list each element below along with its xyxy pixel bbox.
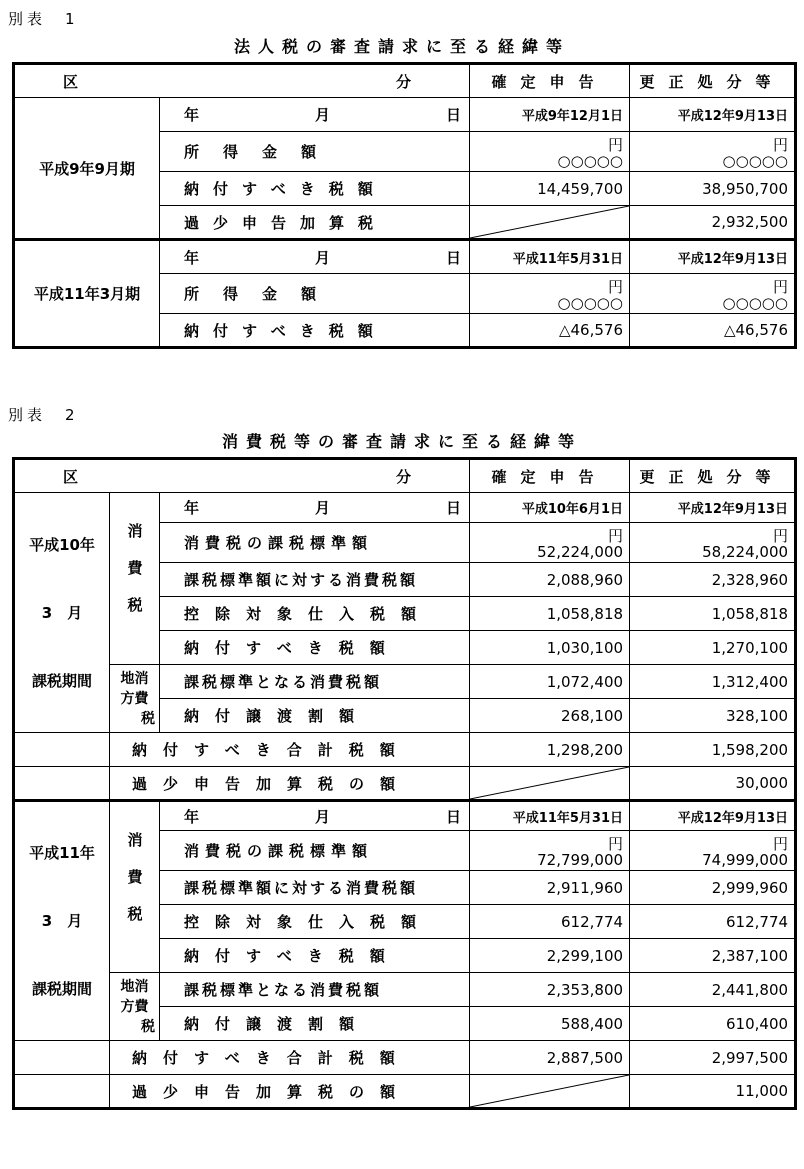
value-correction: 2,999,960	[630, 871, 796, 905]
value-correction: 2,328,960	[630, 563, 796, 597]
value-correction: △46,576	[630, 314, 796, 348]
total-filed: 2,887,500	[470, 1041, 630, 1075]
table1-header-row	[14, 64, 796, 98]
value-filed: 588,400	[470, 1007, 630, 1041]
value-filed: 2,299,100	[470, 939, 630, 973]
empty-diagonal-cell	[470, 206, 630, 240]
value-filed: 1,072,400	[470, 665, 630, 699]
category-consumption-tax: 消費税	[110, 493, 160, 665]
date-filed: 平成10年6月1日	[470, 493, 630, 523]
category-consumption-tax: 消費税	[110, 801, 160, 973]
row-label: 控除対象仕入税額	[160, 597, 470, 631]
table2-title: 消費税等の審査請求に至る経緯等	[221, 432, 582, 451]
table1-title: 法人税の審査請求に至る経緯等	[233, 37, 570, 56]
row-label: 課税標準額に対する消費税額	[160, 563, 470, 597]
row-label: 所得金額	[160, 274, 470, 314]
date-filed: 平成9年12月1日	[470, 98, 630, 132]
header-filed: 確定申告	[470, 64, 630, 98]
penalty-correction: 11,000	[630, 1075, 796, 1109]
table2	[12, 457, 797, 1110]
row-label: 課税標準となる消費税額	[160, 665, 470, 699]
table1	[12, 62, 797, 349]
value-filed: 円 ○○○○○	[470, 274, 630, 314]
penalty-spacer	[14, 1075, 110, 1109]
date-row-label: 年 月 日	[160, 493, 470, 523]
row-label: 納付すべき税額	[160, 172, 470, 206]
value-correction: 1,058,818	[630, 597, 796, 631]
date-correction: 平成12年9月13日	[630, 240, 796, 274]
header-filed: 確定申告	[470, 459, 630, 493]
total-label: 納付すべき合計税額	[110, 1041, 470, 1075]
row-label: 課税標準額に対する消費税額	[160, 871, 470, 905]
row-label: 控除対象仕入税額	[160, 905, 470, 939]
value-filed: 1,058,818	[470, 597, 630, 631]
total-correction: 1,598,200	[630, 733, 796, 767]
value-filed: 円 ○○○○○	[470, 132, 630, 172]
value-filed: 2,911,960	[470, 871, 630, 905]
date-row-label: 年 月 日	[160, 801, 470, 831]
penalty-label: 過少申告加算税の額	[110, 767, 470, 801]
row-label: 消費税の課税標準額	[160, 831, 470, 871]
value-filed: 612,774	[470, 905, 630, 939]
value-correction: 円 ○○○○○	[630, 132, 796, 172]
value-correction: 円 58,224,000	[630, 523, 796, 563]
period-label: 平成9年9月期	[14, 98, 160, 240]
date-row-label: 年 月 日	[160, 240, 470, 274]
date-filed: 平成11年5月31日	[470, 801, 630, 831]
value-filed: 1,030,100	[470, 631, 630, 665]
row-label: 消費税の課税標準額	[160, 523, 470, 563]
value-filed: 2,088,960	[470, 563, 630, 597]
date-filed: 平成11年5月31日	[470, 240, 630, 274]
value-correction: 1,312,400	[630, 665, 796, 699]
value-correction: 円 ○○○○○	[630, 274, 796, 314]
header-correction: 更正処分等	[630, 64, 796, 98]
value-filed: 円 52,224,000	[470, 523, 630, 563]
table1-label: 別表 1	[8, 10, 79, 28]
row-label: 納付すべき税額	[160, 314, 470, 348]
row-label: 過少申告加算税	[160, 206, 470, 240]
total-filed: 1,298,200	[470, 733, 630, 767]
category-local-consumption-tax: 地消 方費 税	[110, 973, 160, 1041]
total-correction: 2,997,500	[630, 1041, 796, 1075]
penalty-spacer	[14, 767, 110, 801]
table2-label: 別表 2	[8, 406, 79, 424]
row-label: 納付すべき税額	[160, 939, 470, 973]
period-label: 平成11年 3 月 課税期間	[14, 801, 110, 1041]
date-correction: 平成12年9月13日	[630, 493, 796, 523]
value-correction: 38,950,700	[630, 172, 796, 206]
total-label: 納付すべき合計税額	[110, 733, 470, 767]
value-filed: 14,459,700	[470, 172, 630, 206]
penalty-label: 過少申告加算税の額	[110, 1075, 470, 1109]
value-filed: 円 72,799,000	[470, 831, 630, 871]
header-category: 区 分	[14, 459, 470, 493]
penalty-correction: 30,000	[630, 767, 796, 801]
empty-diagonal-cell	[470, 1075, 630, 1109]
row-label: 納付譲渡割額	[160, 699, 470, 733]
row-label: 納付すべき税額	[160, 631, 470, 665]
value-correction: 610,400	[630, 1007, 796, 1041]
date-correction: 平成12年9月13日	[630, 98, 796, 132]
value-correction: 1,270,100	[630, 631, 796, 665]
empty-diagonal-cell	[470, 767, 630, 801]
row-label: 納付譲渡割額	[160, 1007, 470, 1041]
period-label: 平成10年 3 月 課税期間	[14, 493, 110, 733]
period-label: 平成11年3月期	[14, 240, 160, 348]
total-spacer	[14, 733, 110, 767]
table2-header-row	[14, 459, 796, 493]
date-row-label: 年 月 日	[160, 98, 470, 132]
date-correction: 平成12年9月13日	[630, 801, 796, 831]
header-category: 区 分	[14, 64, 470, 98]
row-label: 課税標準となる消費税額	[160, 973, 470, 1007]
value-filed: 268,100	[470, 699, 630, 733]
value-correction: 328,100	[630, 699, 796, 733]
value-correction: 2,932,500	[630, 206, 796, 240]
value-filed: 2,353,800	[470, 973, 630, 1007]
value-correction: 2,387,100	[630, 939, 796, 973]
header-correction: 更正処分等	[630, 459, 796, 493]
value-correction: 円 74,999,000	[630, 831, 796, 871]
value-correction: 2,441,800	[630, 973, 796, 1007]
category-local-consumption-tax: 地消 方費 税	[110, 665, 160, 733]
total-spacer	[14, 1041, 110, 1075]
value-correction: 612,774	[630, 905, 796, 939]
row-label: 所得金額	[160, 132, 470, 172]
value-filed: △46,576	[470, 314, 630, 348]
